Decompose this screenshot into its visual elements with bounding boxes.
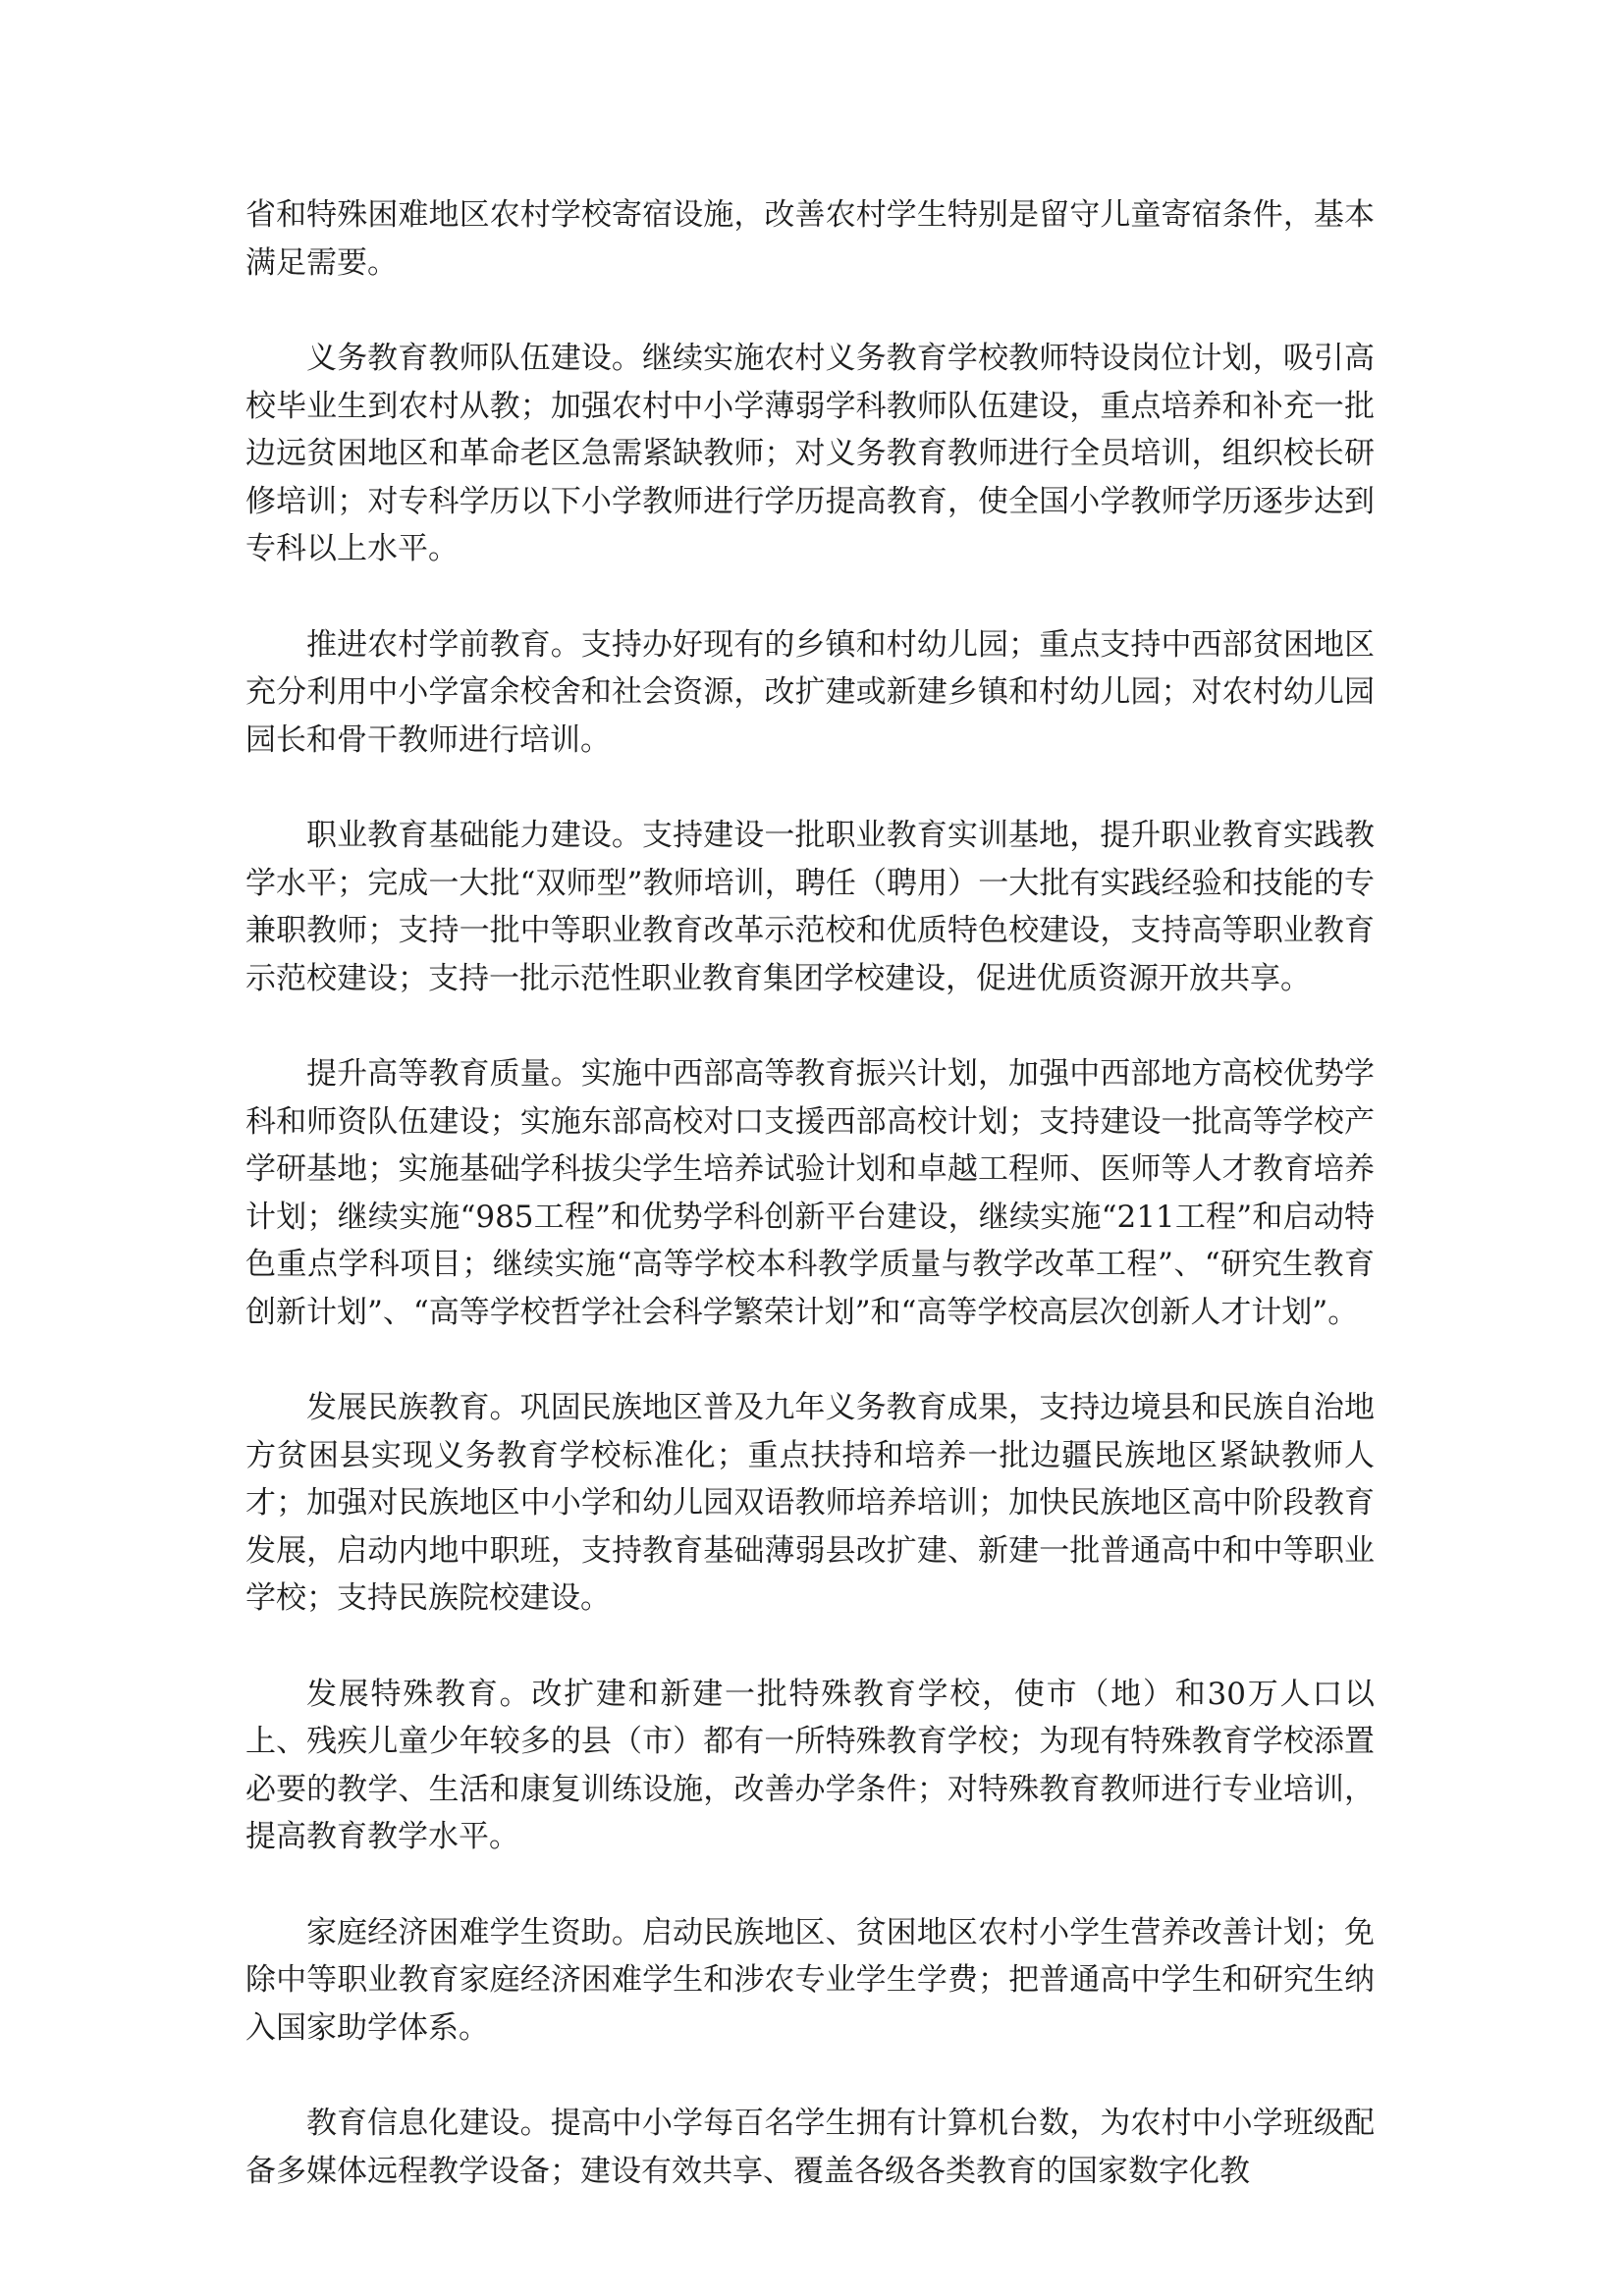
paragraph-rural-preschool: 推进农村学前教育。支持办好现有的乡镇和村幼儿园；重点支持中西部贫困地区充分利用中小学富余校舍和社会资源，改扩建或新建乡镇和村幼儿园；对农村幼儿园园长和骨干教师进行培训。 bbox=[245, 626, 1375, 758]
paragraph-student-aid: 家庭经济困难学生资助。启动民族地区、贫困地区农村小学生营养改善计划；免除中等职业教育家庭经济困难学生和涉农专业学生学费；把普通高中学生和研究生纳入国家助学体系。 bbox=[245, 1914, 1375, 2046]
paragraph-vocational-education: 职业教育基础能力建设。支持建设一批职业教育实训基地，提升职业教育实践教学水平；完成一大批“双师型”教师培训，聘任（聘用）一大批有实践经验和技能的专兼职教师；支持一批中等职业教育改革示范校和优质特色校建设，支持高等职业教育示范校建设；支持一批示范性职业教育集团学校建设，促进优质资源开放共享。 bbox=[245, 818, 1375, 996]
paragraph-compulsory-teachers: 义务教育教师队伍建设。继续实施农村义务教育学校教师特设岗位计划，吸引高校毕业生到农村从教；加强农村中小学薄弱学科教师队伍建设，重点培养和补充一批边远贫困地区和革命老区急需紧缺教师；对义务教育教师进行全员培训，组织校长研修培训；对专科学历以下小学教师进行学历提高教育，使全国小学教师学历逐步达到专科以上水平。 bbox=[245, 341, 1375, 566]
paragraph-higher-education: 提升高等教育质量。实施中西部高等教育振兴计划，加强中西部地方高校优势学科和师资队伍建设；实施东部高校对口支援西部高校计划；支持建设一批高等学校产学研基地；实施基础学科拔尖学生培养试验计划和卓越工程师、医师等人才教育培养计划；继续实施“985工程”和优势学科创新平台建设，继续实施“211工程”和启动特色重点学科项目；继续实施“高等学校本科教学质量与教学改革工程”、“研究生教育创新计划”、“高等学校哲学社会科学繁荣计划”和“高等学校高层次创新人才计划”。 bbox=[245, 1056, 1375, 1330]
paragraph-continued: 省和特殊困难地区农村学校寄宿设施，改善农村学生特别是留守儿童寄宿条件，基本满足需要。 bbox=[245, 197, 1375, 281]
paragraph-special-education: 发展特殊教育。改扩建和新建一批特殊教育学校，使市（地）和30万人口以上、残疾儿童少年较多的县（市）都有一所特殊教育学校；为现有特殊教育学校添置必要的教学、生活和康复训练设施，改善办学条件；对特殊教育教师进行专业培训，提高教育教学水平。 bbox=[245, 1676, 1375, 1854]
document-body bbox=[245, 191, 1375, 2243]
paragraph-ethnic-education: 发展民族教育。巩固民族地区普及九年义务教育成果，支持边境县和民族自治地方贫困县实现义务教育学校标准化；重点扶持和培养一批边疆民族地区紧缺教师人才；加强对民族地区中小学和幼儿园双语教师培养培训；加快民族地区高中阶段教育发展，启动内地中职班，支持教育基础薄弱县改扩建、新建一批普通高中和中等职业学校；支持民族院校建设。 bbox=[245, 1390, 1375, 1616]
paragraph-education-informatization: 教育信息化建设。提高中小学每百名学生拥有计算机台数，为农村中小学班级配备多媒体远程教学设备；建设有效共享、覆盖各级各类教育的国家数字化教 bbox=[245, 2106, 1375, 2189]
